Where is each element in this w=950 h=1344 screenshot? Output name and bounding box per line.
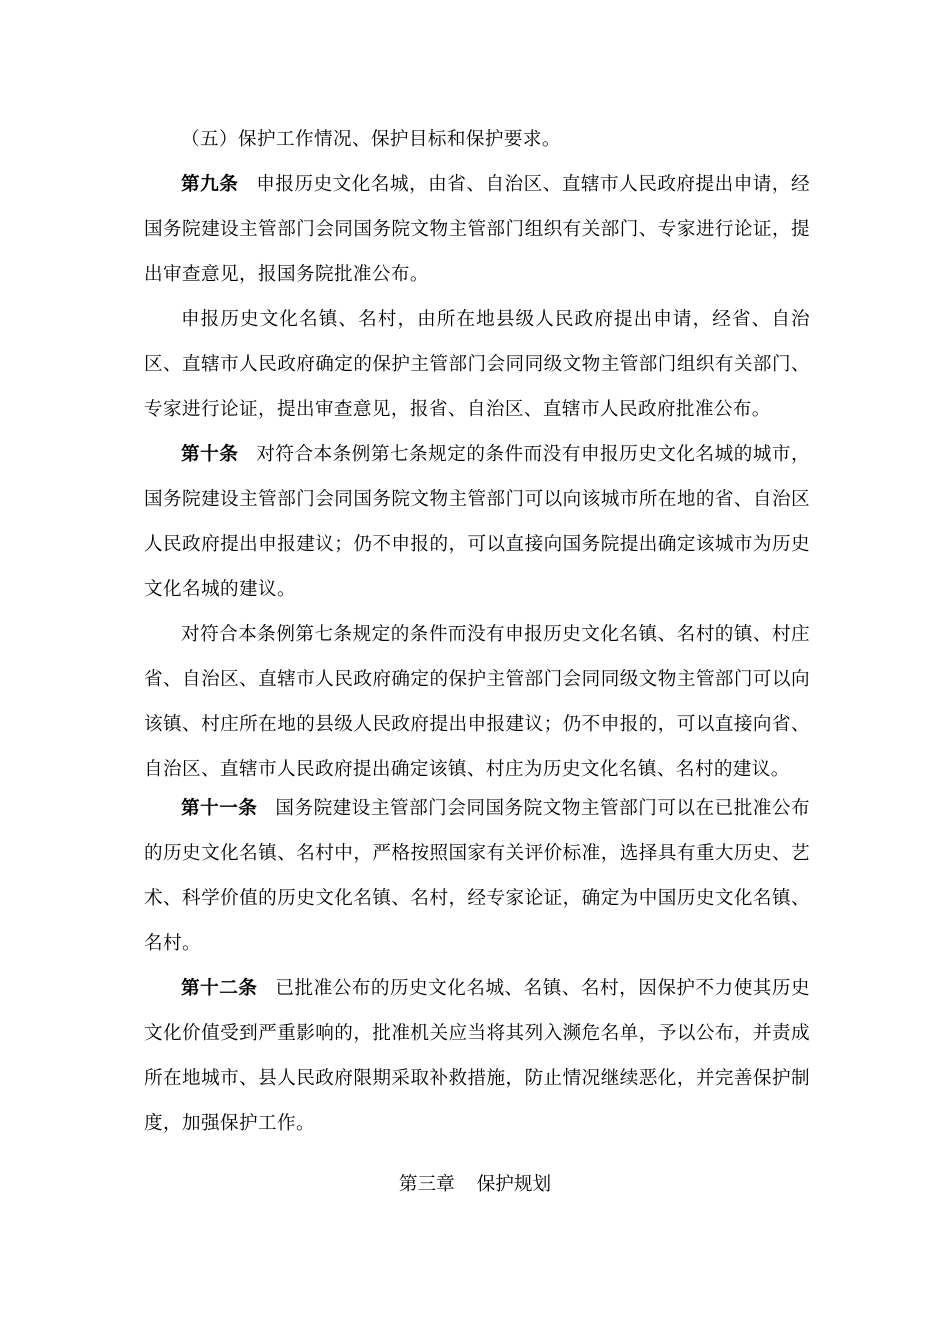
- paragraph-text: 对符合本条例第七条规定的条件而没有申报历史文化名城的城市，国务院建设主管部门会同国务院文物主管部门可以向该城市所在地的省、自治区人民政府提出申报建议；仍不申报的，可以直接向国务院提出确定该城市为历史文化名城的建议。: [144, 444, 810, 600]
- paragraph-text: （五）保护工作情况、保护目标和保护要求。: [181, 129, 561, 150]
- article-10-paragraph: [144, 432, 810, 612]
- article-9-paragraph: [144, 162, 810, 297]
- article-12-paragraph: [144, 966, 810, 1146]
- article-label: 第十二条: [181, 978, 258, 999]
- article-9-paragraph-2: [144, 297, 810, 432]
- article-label: 第九条: [181, 174, 239, 195]
- chapter-number: 第三章: [398, 1174, 455, 1195]
- chapter-title: 保护规划: [476, 1174, 552, 1195]
- paragraph-text: 申报历史文化名城，由省、自治区、直辖市人民政府提出申请，经国务院建设主管部门会同国务院文物主管部门组织有关部门、专家进行论证，提出审查意见，报国务院批准公布。: [144, 174, 810, 285]
- paragraph-text: 已批准公布的历史文化名城、名镇、名村，因保护不力使其历史文化价值受到严重影响的，批准机关应当将其列入濒危名单，予以公布，并责成所在地城市、县人民政府限期采取补救措施，防止情况继续恶化，并完善保护制度，加强保护工作。: [144, 978, 810, 1134]
- paragraph-text: 申报历史文化名镇、名村，由所在地县级人民政府提出申请，经省、自治区、直辖市人民政府确定的保护主管部门会同同级文物主管部门组织有关部门、专家进行论证，提出审查意见，报省、自治区、直辖市人民政府批准公布。: [144, 309, 810, 420]
- article-label: 第十条: [181, 444, 239, 465]
- paragraph-text: 国务院建设主管部门会同国务院文物主管部门可以在已批准公布的历史文化名镇、名村中，严格按照国家有关评价标准，选择具有重大历史、艺术、科学价值的历史文化名镇、名村，经专家论证，确定为中国历史文化名镇、名村。: [144, 798, 810, 954]
- paragraph-text: 对符合本条例第七条规定的条件而没有申报历史文化名镇、名村的镇、村庄省、自治区、直辖市人民政府确定的保护主管部门会同同级文物主管部门可以向该镇、村庄所在地的县级人民政府提出申报建议；仍不申报的，可以直接向省、自治区、直辖市人民政府提出确定该镇、村庄为历史文化名镇、名村的建议。: [144, 624, 810, 780]
- article-11-paragraph: [144, 786, 810, 966]
- paragraph-item-5: [144, 117, 810, 162]
- article-label: 第十一条: [181, 798, 258, 819]
- article-10-paragraph-2: [144, 612, 810, 792]
- chapter-heading: [0, 1162, 950, 1207]
